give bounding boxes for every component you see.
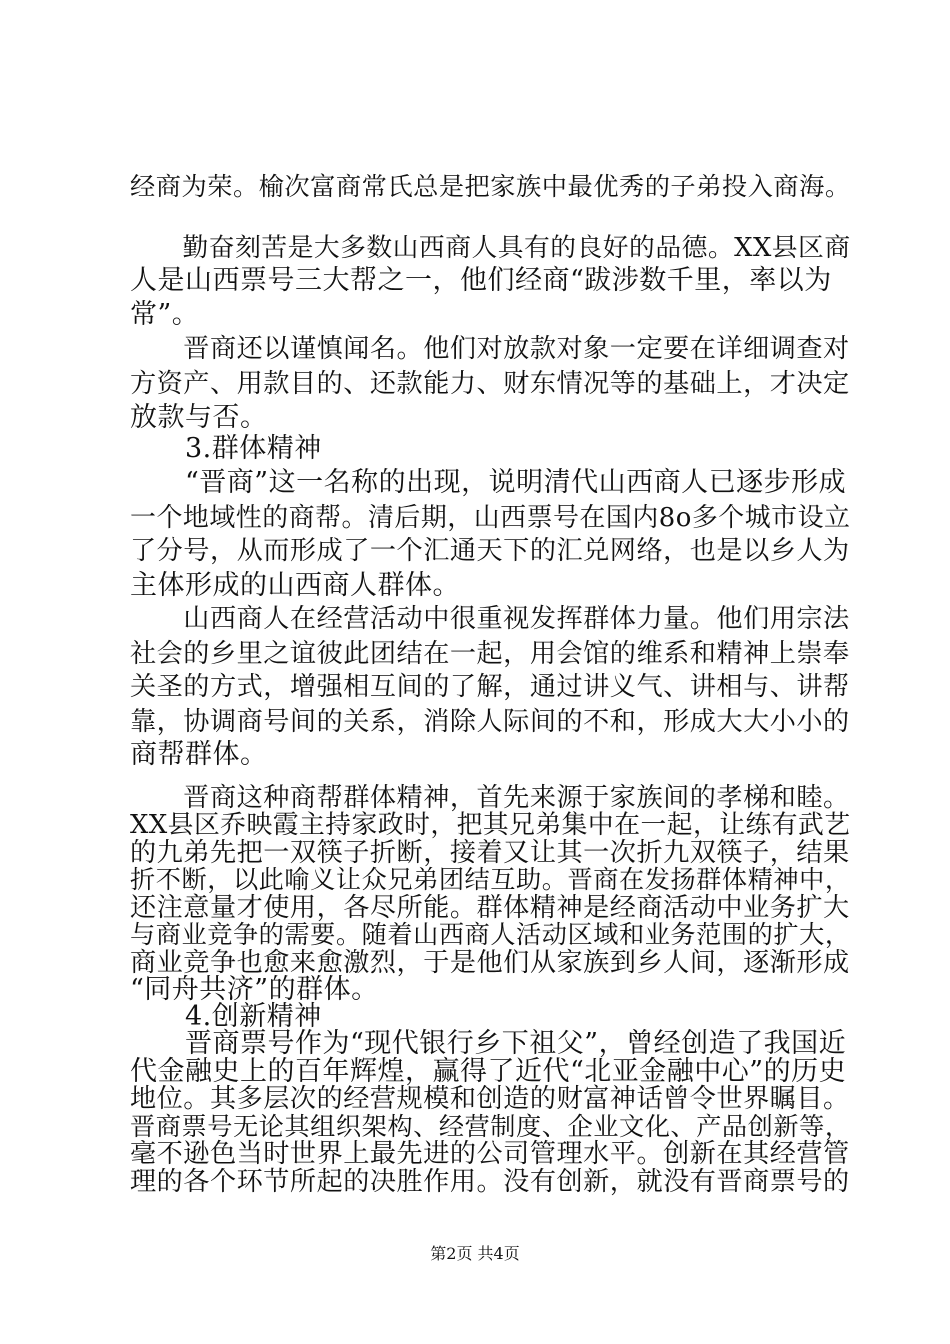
- text-line: 晋商这种商帮群体精神，首先来源于家族间的孝梯和睦。: [130, 783, 850, 813]
- page-number-footer: 第2页 共4页: [430, 1244, 520, 1263]
- text-line: “同舟共济”的群体。: [130, 974, 379, 1005]
- text-line: 了分号，从而形成了一个汇通天下的汇兑网络，也是以乡人为: [130, 536, 850, 566]
- text-line: 常”。: [130, 299, 200, 330]
- text-line: 还注意量才使用，各尽所能。群体精神是经商活动中业务扩大: [130, 893, 850, 923]
- section-heading: 4.创新精神: [130, 1001, 322, 1032]
- section-heading: 3.群体精神: [130, 433, 322, 464]
- text-line: 晋商票号无论其组织架构、经营制度、企业文化、产品创新等，: [130, 1112, 851, 1141]
- text-line: 理的各个环节所起的决胜作用。没有创新，就没有晋商票号的: [130, 1167, 850, 1197]
- text-line: 放款与否。: [130, 402, 268, 433]
- text-line: 折不断，以此喻义让众兄弟团结互助。晋商在发扬群体精神中，: [130, 865, 851, 894]
- text-line: 勤奋刻苦是大多数山西商人具有的良好的品德。XX县区商: [130, 233, 851, 263]
- text-line: 与商业竞争的需要。随着山西商人活动区域和业务范围的扩大，: [130, 920, 851, 949]
- text-line: XX县区乔映霞主持家政时，把其兄弟集中在一起，让练有武艺: [130, 810, 851, 840]
- text-line: 社会的乡里之谊彼此团结在一起，用会馆的维系和精神上崇奉: [130, 639, 850, 669]
- text-line: 商帮群体。: [130, 739, 268, 770]
- text-line: “晋商”这一名称的出现，说明清代山西商人已逐步形成: [130, 467, 847, 498]
- text-line: 主体形成的山西商人群体。: [130, 570, 460, 601]
- text-line: 的九弟先把一双筷子折断，接着又让其一次折九双筷子，结果: [130, 838, 850, 868]
- text-line: 晋商票号作为“现代银行乡下祖父”，曾经创造了我国近: [130, 1028, 847, 1059]
- text-line: 人是山西票号三大帮之一，他们经商“跋涉数千里，率以为: [130, 265, 832, 296]
- text-line: 商业竞争也愈来愈激烈，于是他们从家族到乡人间，逐渐形成: [130, 948, 850, 978]
- text-line: 代金融史上的百年辉煌，赢得了近代“北亚金融中心”的历史: [130, 1056, 847, 1087]
- text-line: 毫不逊色当时世界上最先进的公司管理水平。创新在其经营管: [130, 1139, 850, 1169]
- text-line: 一个地域性的商帮。清后期，山西票号在国内8o多个城市设立: [130, 503, 851, 533]
- text-line: 地位。其多层次的经营规模和创造的财富神话曾令世界瞩目。: [130, 1084, 850, 1114]
- text-line: 经商为荣。榆次富商常氏总是把家族中最优秀的子弟投入商海。: [130, 172, 851, 201]
- text-line: 方资产、用款目的、还款能力、财东情况等的基础上，才决定: [130, 369, 850, 399]
- text-line: 晋商还以谨慎闻名。他们对放款对象一定要在详细调查对: [130, 334, 850, 364]
- text-line: 靠，协调商号间的关系，消除人际间的不和，形成大大小小的: [130, 707, 850, 737]
- text-line: 关圣的方式，增强相互间的了解，通过讲义气、讲相与、讲帮: [130, 672, 850, 702]
- text-line: 山西商人在经营活动中很重视发挥群体力量。他们用宗法: [130, 604, 850, 634]
